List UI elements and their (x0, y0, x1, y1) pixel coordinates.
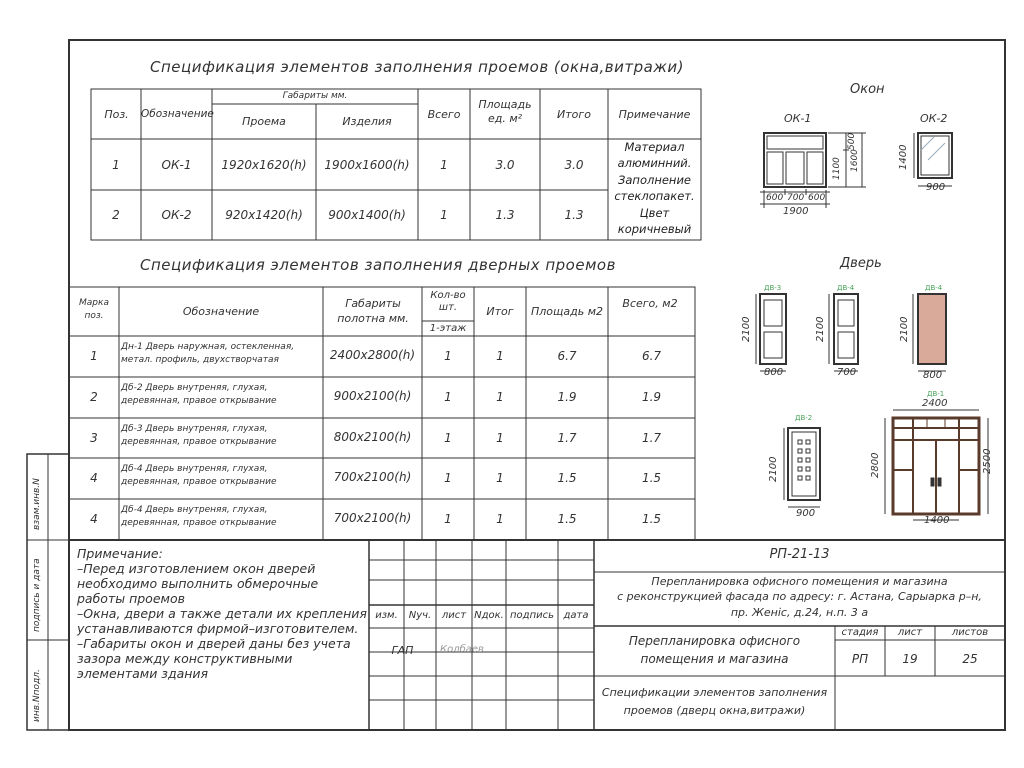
wt-note-line: стеклопакет. (614, 189, 695, 204)
dn1-width-door: 1400 (924, 515, 950, 526)
window-ok2-drawing (914, 133, 952, 186)
tb-signature: Колбаев (440, 644, 484, 655)
dt-cell-desc-line2: деревянная, правое открывание (121, 477, 277, 487)
wt-note-line: Цвет (639, 205, 670, 220)
dt-cell-count: 1 (444, 471, 452, 485)
db4b-height: 2100 (899, 316, 910, 342)
ok1-width-3: 600 (808, 193, 826, 203)
ok1-label: ОК-1 (784, 112, 812, 125)
tb-project-line3: пр. Женіс, д.24, н.п. 3 а (730, 606, 869, 619)
dt-header-total: Итог (486, 305, 514, 318)
wt-cell-product: 900x1400(h) (328, 208, 406, 222)
dt-cell-desc-line1: Дб-4 Дверь внутреняя, глухая, (121, 464, 268, 474)
dt-cell-area: 1.7 (557, 431, 577, 445)
tb-sheets-label: листов (951, 627, 989, 638)
tb-stage-label: стадия (841, 627, 879, 638)
dt-header-designation: Обозначение (182, 305, 260, 318)
dt-cell-all: 1.5 (641, 512, 662, 526)
dt-header-count: Кол-во шт. (430, 290, 466, 313)
dt-cell-mark: 4 (90, 471, 98, 485)
wt-cell-sum: 3.0 (564, 158, 584, 172)
dt-cell-all: 1.7 (641, 431, 662, 445)
db2-label: ДВ-2 (795, 414, 813, 422)
db4a-width: 700 (837, 367, 857, 378)
db3-height: 2100 (741, 316, 752, 342)
db4b-width: 800 (923, 370, 943, 381)
dt-cell-all: 1.5 (641, 471, 662, 485)
wt-header-pos: Поз. (104, 108, 129, 121)
dt-cell-desc-line2: метал. профиль, двухстворчатая (121, 355, 279, 365)
dt-cell-count: 1 (444, 390, 452, 404)
wt-header-total: Всего (427, 108, 461, 121)
ok1-width-total: 1900 (783, 206, 809, 217)
tb-object-line1: Перепланировка офисного (628, 634, 801, 648)
dt-header-floor: 1-этаж (429, 323, 467, 334)
dt-cell-dims: 900x2100(h) (333, 389, 412, 403)
tb-col-section: Nуч. (408, 610, 432, 621)
tb-col-signature: подпись (510, 610, 554, 621)
wt-cell-area: 1.3 (495, 208, 515, 222)
ok2-label: ОК-2 (920, 112, 948, 125)
dn1-height-total: 2800 (870, 452, 881, 478)
dt-cell-area: 1.5 (557, 512, 577, 526)
ok2-width: 900 (926, 182, 946, 193)
dt-header-area: Площадь м2 (530, 305, 603, 318)
dt-cell-mark: 4 (90, 512, 98, 526)
wt-cell-product: 1900x1600(h) (324, 158, 410, 172)
dt-cell-total: 1 (496, 390, 504, 404)
ok1-width-2: 700 (787, 193, 805, 203)
ok1-height-total: 1600 (850, 149, 860, 172)
wt-header-sum: Итого (557, 108, 591, 121)
door-spec-title: Спецификация элементов заполнения дверных проемов (140, 256, 616, 274)
db4a-height: 2100 (815, 316, 826, 342)
dt-cell-count: 1 (444, 431, 452, 445)
tb-doc-line1: Спецификации элементов заполнения (601, 686, 828, 699)
dt-cell-area: 6.7 (557, 349, 577, 363)
dt-cell-mark: 2 (90, 390, 98, 404)
tb-object-line2: помещения и магазина (640, 652, 789, 666)
dt-cell-total: 1 (496, 431, 504, 445)
ok1-height-2: 1100 (832, 157, 842, 180)
dt-cell-area: 1.5 (557, 471, 577, 485)
door-db4b-drawing (913, 294, 946, 371)
dt-cell-mark: 1 (90, 349, 98, 363)
wt-cell-pos: 1 (112, 158, 120, 172)
notes-block (77, 546, 367, 681)
door-db2-drawing (784, 428, 820, 507)
wt-note-cell (608, 139, 701, 237)
notes-heading: Примечание: (77, 546, 163, 561)
note-item: –Окна, двери а также детали их крепления устанавливаются фирмой–изготовителем. (77, 606, 367, 636)
dt-cell-dims: 2400x2800(h) (329, 348, 416, 362)
wt-header-note: Примечание (618, 108, 691, 121)
door-db4a-drawing (829, 294, 858, 371)
wt-header-product: Изделия (342, 115, 392, 128)
dt-cell-count: 1 (444, 512, 452, 526)
tb-project-line2: с реконструкцией фасада по адресу: г. Астана, Сарыарка р–н, (617, 590, 982, 603)
dt-header-mark: Марка поз. (79, 298, 109, 321)
wt-cell-total: 1 (440, 158, 448, 172)
tb-stage-value: РП (851, 652, 869, 666)
tb-sheet-label: лист (897, 627, 923, 638)
doors-heading: Дверь (840, 256, 882, 271)
dt-cell-desc-line1: Дб-2 Дверь внутреняя, глухая, (121, 383, 268, 393)
dn1-label: ДВ-1 (927, 390, 945, 398)
dt-cell-count: 1 (444, 349, 452, 363)
wt-header-dims: Габариты мм. (282, 91, 348, 101)
dt-cell-dims: 800x2100(h) (333, 430, 412, 444)
wt-note-line: алюминний. (617, 156, 692, 171)
tb-col-date: дата (563, 610, 589, 621)
tb-role: ГАП (391, 644, 414, 657)
dt-cell-desc-line2: деревянная, правое открывание (121, 437, 277, 447)
tb-project-line1: Перепланировка офисного помещения и магазина (651, 575, 948, 588)
db2-height: 2100 (768, 456, 779, 482)
db4b-label: ДВ-4 (925, 284, 943, 292)
door-db3-drawing (756, 294, 786, 371)
db2-width: 900 (796, 508, 816, 519)
windows-heading: Окон (850, 82, 885, 97)
dt-cell-all: 6.7 (641, 349, 662, 363)
wt-cell-total: 1 (440, 208, 448, 222)
note-item: –Габариты окон и дверей даны без учета зазора между конструктивными элементами здания (77, 636, 351, 681)
tb-col-sheet: лист (441, 610, 467, 621)
tb-sheets-value: 25 (962, 652, 978, 666)
dt-cell-dims: 700x2100(h) (333, 511, 412, 525)
wt-header-opening: Проема (242, 115, 286, 128)
dt-cell-total: 1 (496, 512, 504, 526)
wt-cell-designation: ОК-2 (161, 208, 192, 222)
db3-label: ДВ-3 (764, 284, 782, 292)
wt-header-area: Площадь ед. м² (478, 98, 532, 125)
door-dn1-drawing (885, 410, 988, 520)
dt-cell-desc-line1: Дб-4 Дверь внутреняя, глухая, (121, 505, 268, 515)
db4a-label: ДВ-4 (837, 284, 855, 292)
dt-cell-total: 1 (496, 349, 504, 363)
wt-cell-area: 3.0 (495, 158, 515, 172)
dt-cell-dims: 700x2100(h) (333, 470, 412, 484)
wt-cell-pos: 2 (112, 208, 120, 222)
dn1-width-total: 2400 (922, 398, 948, 409)
ok1-width-1: 600 (766, 193, 784, 203)
dt-cell-mark: 3 (90, 431, 98, 445)
wt-cell-sum: 1.3 (564, 208, 584, 222)
side-stamp-signature-date: подпись и дата (32, 558, 42, 632)
wt-cell-designation: ОК-1 (161, 158, 192, 172)
tb-doc-line2: проемов (дверц окна,витражи) (623, 704, 806, 717)
ok1-height-1: 500 (847, 132, 857, 150)
wt-note-line: Материал (624, 140, 685, 154)
db3-width: 800 (764, 367, 784, 378)
dt-header-dims: Габариты полотна мм. (337, 297, 409, 325)
dt-cell-total: 1 (496, 471, 504, 485)
wt-note-line: коричневый (617, 222, 692, 237)
wt-cell-opening: 920x1420(h) (225, 208, 303, 222)
wt-cell-opening: 1920x1620(h) (221, 158, 307, 172)
dt-header-all: Всего, м2 (622, 297, 678, 310)
side-stamp-replacement: взам.инв.N (32, 478, 42, 530)
note-item: –Перед изготовлением окон дверей необходимо выполнить обмерочные работы проемов (77, 561, 319, 606)
dt-cell-desc-line1: Дб-3 Дверь внутреняя, глухая, (121, 424, 268, 434)
dt-cell-desc-line1: Дн-1 Дверь наружная, остекленная, (121, 342, 295, 352)
wt-note-line: Заполнение (618, 172, 691, 187)
dn1-height-door: 2500 (982, 448, 993, 474)
window-spec-title: Спецификация элементов заполнения проемов (окна,витражи) (150, 58, 684, 76)
tb-col-docnum: Nдок. (474, 610, 504, 621)
tb-code: РП-21-13 (769, 547, 830, 562)
dt-cell-all: 1.9 (641, 390, 662, 404)
dt-cell-desc-line2: деревянная, правое открывание (121, 518, 277, 528)
dt-cell-area: 1.9 (557, 390, 577, 404)
tb-sheet-value: 19 (902, 652, 918, 666)
dt-cell-desc-line2: деревянная, правое открывание (121, 396, 277, 406)
side-stamp-inventory: инв.Nподл. (32, 669, 42, 722)
ok2-height: 1400 (898, 144, 909, 170)
wt-header-designation: Обозначение (141, 108, 214, 120)
tb-col-change: изм. (375, 610, 398, 621)
